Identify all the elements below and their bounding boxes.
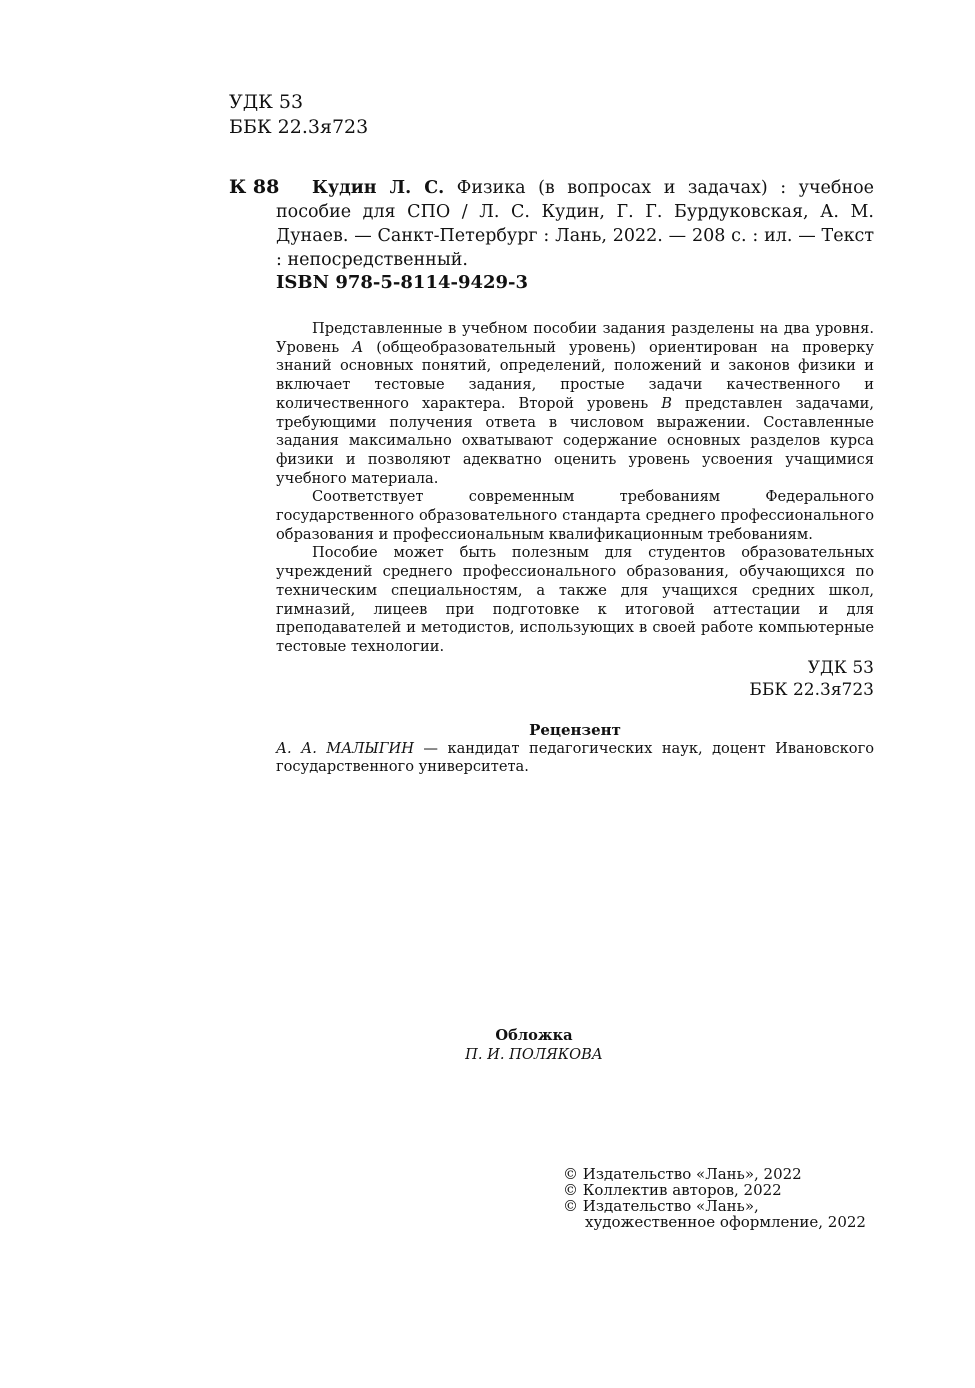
bibliographic-record: [276, 176, 874, 272]
bbk-code: ББК 22.3я723: [229, 116, 369, 138]
cover-credit: [276, 1027, 792, 1064]
classification-codes-bottom: [749, 657, 874, 701]
biblio-author: Кудин Л. С.: [312, 178, 445, 198]
abstract-paragraph-3: Пособие может быть полезным для студентов образовательных учреждений среднего профессионального образования, обучающихся по техническим специальностям, а также для учащихся средних школ, гимназий, лицеев при подготовке к итоговой аттестации и для преподавателей и методистов, использующих в своей работе компьютерные тестовые технологии.: [276, 544, 874, 655]
reviewer-name: А. А. МАЛЫГИН: [276, 739, 414, 757]
classification-codes-top: [229, 90, 368, 140]
abstract-paragraph-1: Представленные в учебном пособии задания разделены на два уровня. Уровень А (общеобразовательный уровень) ориентирован на проверку знаний основных понятий, определений, положений и законов физики и включает тестовые задания, простые задачи качественного и количественного характера. Второй уровень В представлен задачами, требующими получения ответа в числовом выражении. Составленные задания максимально охватывают содержание основных разделов курса физики и позволяют адекватно оценить уровень усвоения учащимися учебного материала.: [276, 320, 874, 487]
cover-artist: П. И. ПОЛЯКОВА: [465, 1045, 603, 1063]
reviewer-block: [276, 721, 874, 777]
copyright-line-4: художественное оформление, 2022: [585, 1213, 866, 1231]
copyright-line-2: © Коллектив авторов, 2022: [563, 1181, 782, 1199]
reviewer-text: А. А. МАЛЫГИН — кандидат педагогических наук, доцент Ивановского государственного университета.: [276, 739, 875, 776]
cover-title: Обложка: [495, 1027, 573, 1044]
copyright-line-1: © Издательство «Лань», 2022: [563, 1165, 802, 1183]
isbn: ISBN 978-5-8114-9429-3: [276, 272, 529, 293]
udk-code-bottom: УДК 53: [807, 658, 874, 678]
reviewer-title: Рецензент: [529, 721, 621, 739]
copyright-block: [563, 1166, 866, 1230]
copyright-line-3: © Издательство «Лань»,: [563, 1197, 759, 1215]
udk-code: УДК 53: [229, 91, 304, 113]
abstract-paragraph-2: Соответствует современным требованиям Федерального государственного образовательного стандарта среднего профессионального образования и профессиональным квалификационным требованиям.: [276, 488, 874, 543]
biblio-description: Физика (в вопросах и задачах) : учебное пособие для СПО / Л. С. Кудин, Г. Г. Бурдуковская, А. М. Дунаев. — Санкт-Петербург : Лань, 2022. — 208 с. : ил. — Текст : непосредственный.: [276, 178, 874, 270]
abstract: [276, 320, 874, 657]
bbk-code-bottom: ББК 22.3я723: [749, 680, 874, 700]
author-mark: К 88: [229, 176, 280, 198]
